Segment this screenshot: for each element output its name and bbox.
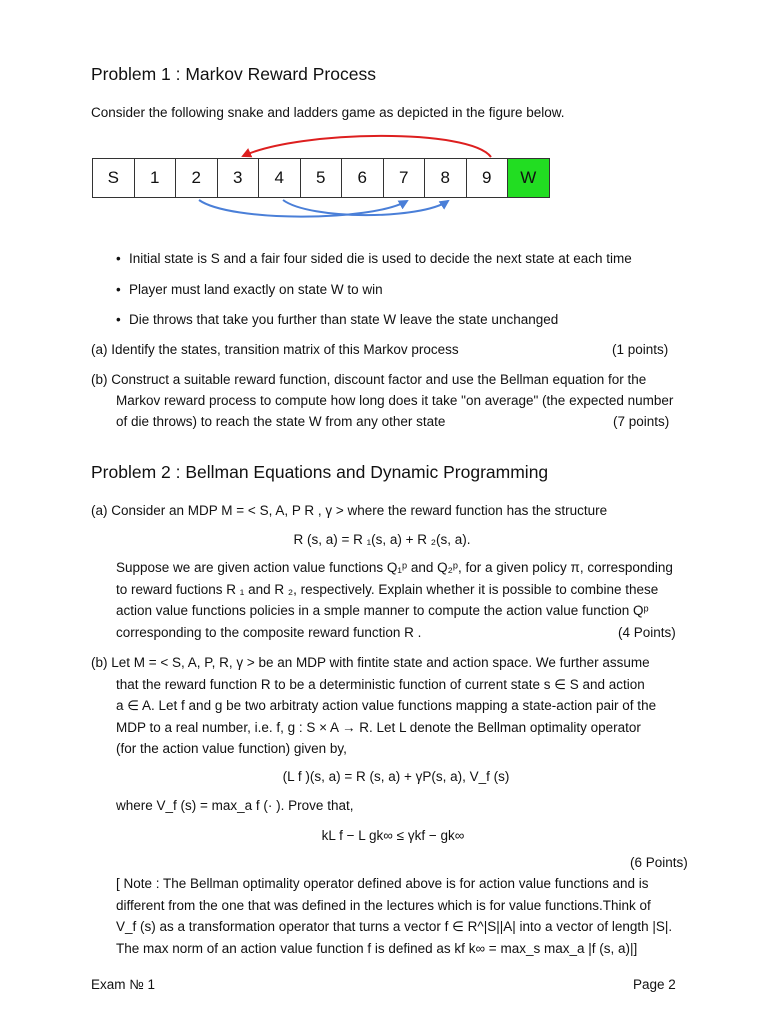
problem2-part-b-points: (6 Points)	[630, 855, 688, 870]
ladder-arrow-4-to-8	[283, 200, 448, 215]
problem2-part-a-equation: R (s, a) = R ₁(s, a) + R ₂(s, a).	[293, 532, 471, 547]
problem2-part-a-line4: action value functions policies in a smple manner to compute the action value function Qᵖ	[116, 603, 649, 618]
problem2-part-b-line3: a ∈ A. Let f and g be two arbitraty action value functions mapping a state-action pair of the	[116, 698, 657, 713]
board-cell-8: 8	[425, 158, 467, 198]
problem2-part-a-line5: corresponding to the composite reward function R .	[116, 625, 422, 640]
problem2-part-a-line2: Suppose we are given action value functions Q₁ᵖ and Q₂ᵖ, for a given policy π, corresponding	[116, 560, 673, 575]
board-cell-7: 7	[384, 158, 426, 198]
footer-exam-label: Exam № 1	[91, 977, 155, 992]
board-cell-s: S	[93, 158, 135, 198]
problem2-part-a-line3: to reward fuctions R ₁ and R ₂, respectively. Explain whether it is possible to combine these	[116, 582, 659, 597]
problem1-part-b-line3: of die throws) to reach the state W from any other state	[116, 414, 446, 429]
problem2-part-b-line4: MDP to a real number, i.e. f, g : S × A → R. Let L denote the Bellman optimality operator	[116, 720, 641, 735]
board-cell-4: 4	[259, 158, 301, 198]
problem2-part-b-line6: where V_f (s) = max_a f (· ). Prove that,	[116, 798, 354, 813]
problem2-contraction-inequality: kL f − L gk∞ ≤ γkf − gk∞	[321, 828, 465, 843]
board-cell-3: 3	[218, 158, 260, 198]
snake-ladder-arrows	[0, 0, 768, 240]
bullet-initial-state: • Initial state is S and a fair four sided die is used to decide the next state at each time	[116, 251, 632, 266]
problem2-part-b-line1: (b) Let M = < S, A, P, R, γ > be an MDP with fintite state and action space. We further assume	[91, 655, 650, 670]
problem2-part-b-line2: that the reward function R to be a deterministic function of current state s ∈ S and action	[116, 677, 645, 692]
problem2-note-line2: different from the one that was defined in the lectures which is for value functions.Think of	[116, 898, 651, 913]
problem2-part-a-points: (4 Points)	[618, 625, 676, 640]
problem1-heading: Problem 1 : Markov Reward Process	[91, 64, 376, 84]
problem2-part-a-line1: (a) Consider an MDP M = < S, A, P R , γ > where the reward function has the structure	[91, 503, 608, 518]
problem2-note-line4: The max norm of an action value function f is defined as kf k∞ = max_s max_a |f (s, a)|]	[116, 941, 638, 956]
snake-arrow-9-to-3	[243, 136, 491, 157]
board-cell-w: W	[508, 158, 550, 198]
ladder-arrow-2-to-7	[199, 200, 407, 217]
problem1-part-a-points: (1 points)	[612, 342, 669, 357]
bullet-land-exactly: • Player must land exactly on state W to win	[116, 282, 383, 297]
bullet-die-throws: • Die throws that take you further than state W leave the state unchanged	[116, 312, 558, 327]
problem2-bellman-operator-equation: (L f )(s, a) = R (s, a) + γP(s, a), V_f (s)	[282, 769, 510, 784]
problem1-intro: Consider the following snake and ladders game as depicted in the figure below.	[91, 105, 565, 120]
problem1-part-b-line1: (b) Construct a suitable reward function, discount factor and use the Bellman equation for the	[91, 372, 647, 387]
problem1-part-b-points: (7 points)	[613, 414, 670, 429]
problem2-part-b-line5: (for the action value function) given by,	[116, 741, 347, 756]
board-cell-1: 1	[135, 158, 177, 198]
board-cell-9: 9	[467, 158, 509, 198]
problem2-note-line1: [ Note : The Bellman optimality operator defined above is for action value functions and is	[116, 876, 649, 891]
problem2-note-line3: V_f (s) as a transformation operator that turns a vector f ∈ R^|S||A| into a vector of length |S|.	[116, 919, 673, 934]
problem1-part-b-line2: Markov reward process to compute how long does it take "on average" (the expected number	[116, 393, 674, 408]
board-cell-5: 5	[301, 158, 343, 198]
footer-page-number: Page 2	[633, 977, 676, 992]
snakes-ladders-board	[92, 158, 550, 198]
board-cell-6: 6	[342, 158, 384, 198]
problem1-part-a: (a) Identify the states, transition matrix of this Markov process	[91, 342, 459, 357]
board-cell-2: 2	[176, 158, 218, 198]
problem2-heading: Problem 2 : Bellman Equations and Dynamic Programming	[91, 462, 549, 482]
